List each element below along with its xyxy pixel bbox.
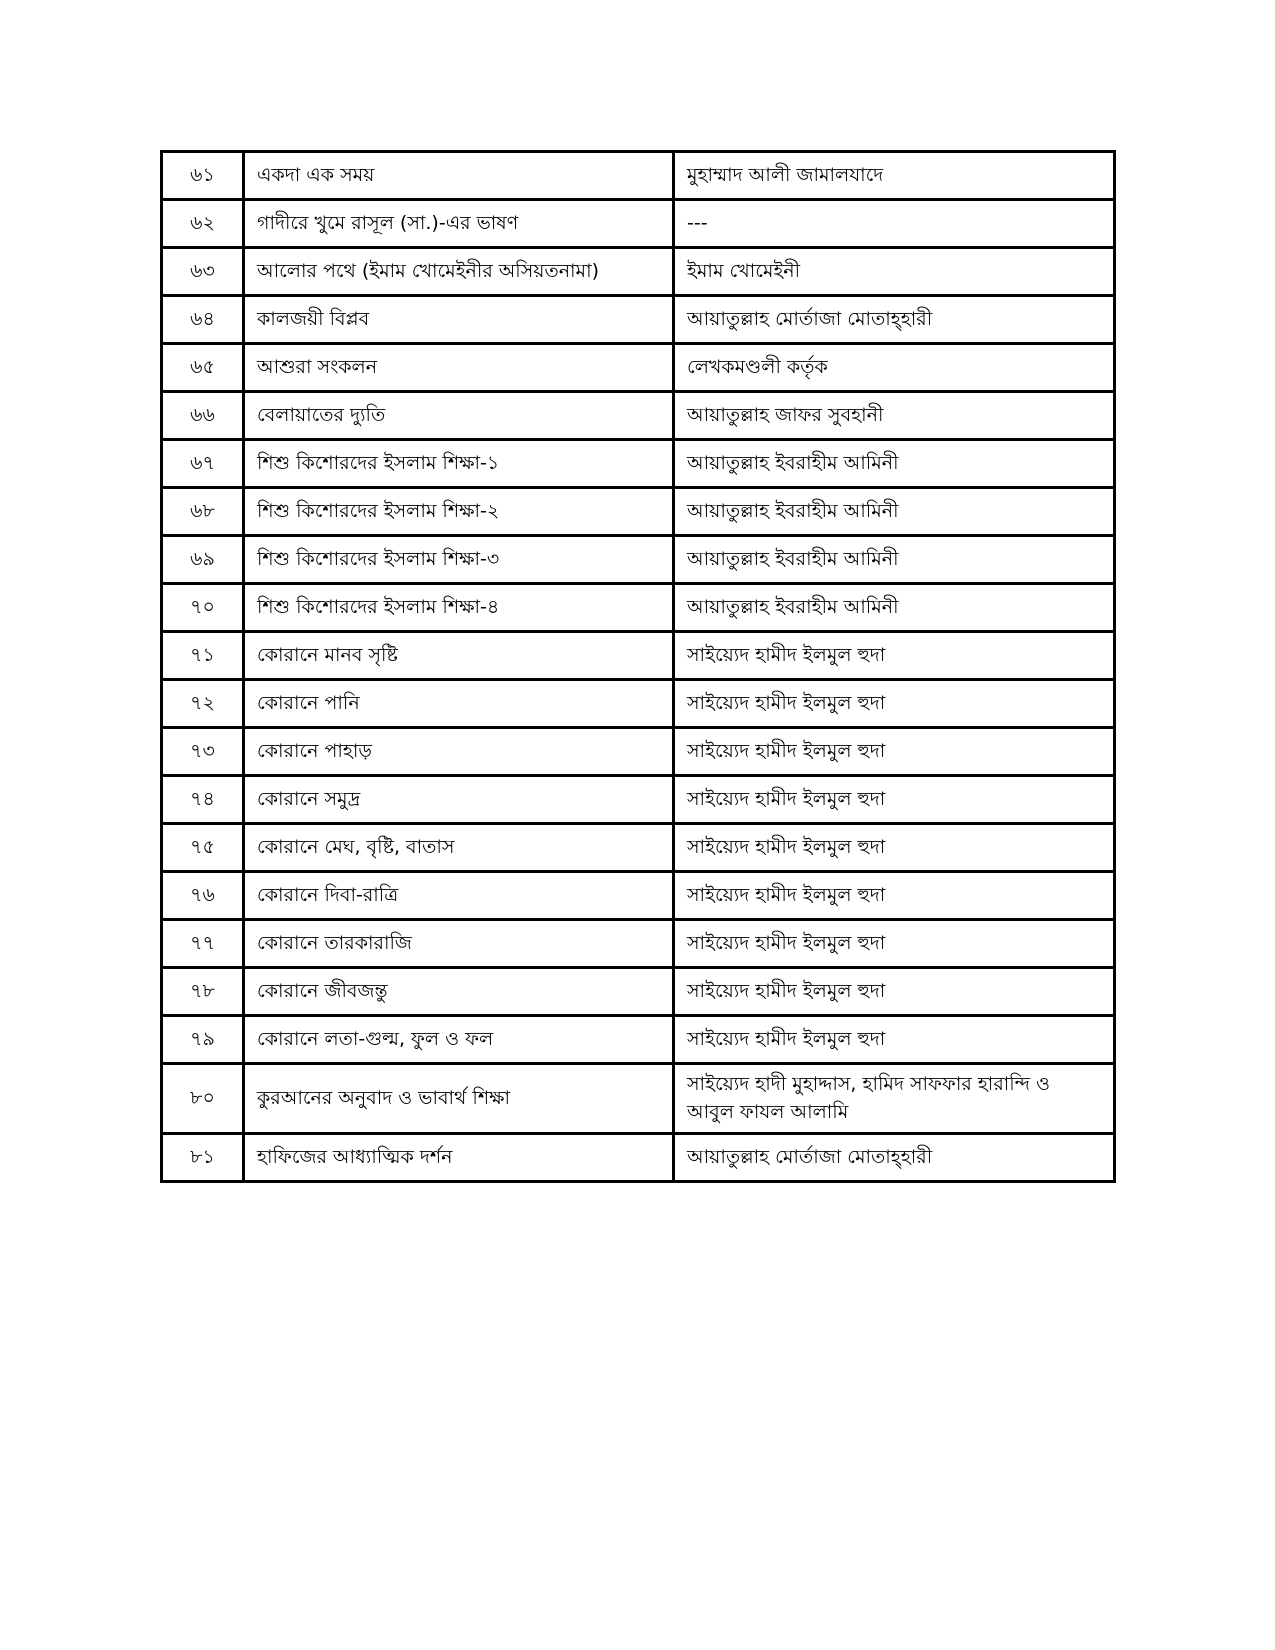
title-cell: আশুরা সংকলন (244, 344, 674, 392)
table-row (162, 1016, 1115, 1064)
table-row (162, 344, 1115, 392)
serial-cell: ৬৬ (162, 392, 244, 440)
serial-cell: ৭১ (162, 632, 244, 680)
author-cell: আয়াতুল্লাহ ইবরাহীম আমিনী (674, 488, 1115, 536)
serial-cell: ৬৫ (162, 344, 244, 392)
author-cell: আয়াতুল্লাহ মোর্তাজা মোতাহ্হারী (674, 296, 1115, 344)
serial-cell: ৬৩ (162, 248, 244, 296)
author-cell: মুহাম্মাদ আলী জামালযাদে (674, 152, 1115, 200)
title-cell: আলোর পথে (ইমাম খোমেইনীর অসিয়তনামা) (244, 248, 674, 296)
table-row (162, 584, 1115, 632)
serial-cell: ৬২ (162, 200, 244, 248)
author-cell: ইমাম খোমেইনী (674, 248, 1115, 296)
author-cell: সাইয়্যেদ হামীদ ইলমুল হুদা (674, 728, 1115, 776)
serial-cell: ৭৭ (162, 920, 244, 968)
title-cell: কোরানে মেঘ, বৃষ্টি, বাতাস (244, 824, 674, 872)
author-cell: লেখকমণ্ডলী কর্তৃক (674, 344, 1115, 392)
table-row (162, 872, 1115, 920)
serial-cell: ৭২ (162, 680, 244, 728)
title-cell: কুরআনের অনুবাদ ও ভাবার্থ শিক্ষা (244, 1064, 674, 1134)
table-row (162, 488, 1115, 536)
table-row (162, 776, 1115, 824)
author-cell: সাইয়্যেদ হামীদ ইলমুল হুদা (674, 680, 1115, 728)
title-cell: শিশু কিশোরদের ইসলাম শিক্ষা-২ (244, 488, 674, 536)
author-cell: আয়াতুল্লাহ জাফর সুবহানী (674, 392, 1115, 440)
author-cell: সাইয়্যেদ হামীদ ইলমুল হুদা (674, 872, 1115, 920)
table-row (162, 728, 1115, 776)
author-cell: সাইয়্যেদ হামীদ ইলমুল হুদা (674, 920, 1115, 968)
table-row (162, 920, 1115, 968)
title-cell: শিশু কিশোরদের ইসলাম শিক্ষা-৩ (244, 536, 674, 584)
table-row (162, 536, 1115, 584)
serial-cell: ৮০ (162, 1064, 244, 1134)
table-row (162, 440, 1115, 488)
author-cell: আয়াতুল্লাহ ইবরাহীম আমিনী (674, 584, 1115, 632)
serial-cell: ৭৪ (162, 776, 244, 824)
table-row (162, 824, 1115, 872)
title-cell: শিশু কিশোরদের ইসলাম শিক্ষা-১ (244, 440, 674, 488)
title-cell: কোরানে তারকারাজি (244, 920, 674, 968)
book-table-body (162, 152, 1115, 1182)
author-cell: সাইয়্যেদ হামীদ ইলমুল হুদা (674, 776, 1115, 824)
title-cell: কোরানে দিবা-রাত্রি (244, 872, 674, 920)
serial-cell: ৬৮ (162, 488, 244, 536)
serial-cell: ৭৮ (162, 968, 244, 1016)
table-row (162, 296, 1115, 344)
serial-cell: ৭০ (162, 584, 244, 632)
author-cell: সাইয়্যেদ হামীদ ইলমুল হুদা (674, 968, 1115, 1016)
table-row (162, 1064, 1115, 1134)
title-cell: একদা এক সময় (244, 152, 674, 200)
title-cell: কোরানে মানব সৃষ্টি (244, 632, 674, 680)
author-cell: সাইয়্যেদ হামীদ ইলমুল হুদা (674, 1016, 1115, 1064)
table-row (162, 248, 1115, 296)
title-cell: কোরানে লতা-গুল্ম, ফুল ও ফল (244, 1016, 674, 1064)
title-cell: শিশু কিশোরদের ইসলাম শিক্ষা-৪ (244, 584, 674, 632)
serial-cell: ৭৯ (162, 1016, 244, 1064)
serial-cell: ৬১ (162, 152, 244, 200)
serial-cell: ৭৫ (162, 824, 244, 872)
book-list-table (160, 150, 1116, 1183)
title-cell: কোরানে পাহাড় (244, 728, 674, 776)
table-row (162, 680, 1115, 728)
serial-cell: ৬৯ (162, 536, 244, 584)
serial-cell: ৬৪ (162, 296, 244, 344)
table-row (162, 392, 1115, 440)
table-row (162, 632, 1115, 680)
serial-cell: ৭৩ (162, 728, 244, 776)
author-cell: আয়াতুল্লাহ মোর্তাজা মোতাহ্হারী (674, 1134, 1115, 1182)
serial-cell: ৭৬ (162, 872, 244, 920)
serial-cell: ৮১ (162, 1134, 244, 1182)
author-cell: সাইয়্যেদ হাদী মুহাদ্দাস, হামিদ সাফফার হারান্দি ও আবুল ফাযল আলামি (674, 1064, 1115, 1134)
title-cell: হাফিজের আধ্যাত্মিক দর্শন (244, 1134, 674, 1182)
author-cell: আয়াতুল্লাহ ইবরাহীম আমিনী (674, 440, 1115, 488)
serial-cell: ৬৭ (162, 440, 244, 488)
title-cell: কোরানে জীবজন্তু (244, 968, 674, 1016)
title-cell: কালজয়ী বিপ্লব (244, 296, 674, 344)
title-cell: বেলায়াতের দ্যুতি (244, 392, 674, 440)
table-row (162, 1134, 1115, 1182)
author-cell: --- (674, 200, 1115, 248)
table-row (162, 152, 1115, 200)
table-row (162, 200, 1115, 248)
title-cell: গাদীরে খুমে রাসূল (সা.)-এর ভাষণ (244, 200, 674, 248)
author-cell: আয়াতুল্লাহ ইবরাহীম আমিনী (674, 536, 1115, 584)
title-cell: কোরানে পানি (244, 680, 674, 728)
table-row (162, 968, 1115, 1016)
title-cell: কোরানে সমুদ্র (244, 776, 674, 824)
author-cell: সাইয়্যেদ হামীদ ইলমুল হুদা (674, 632, 1115, 680)
author-cell: সাইয়্যেদ হামীদ ইলমুল হুদা (674, 824, 1115, 872)
